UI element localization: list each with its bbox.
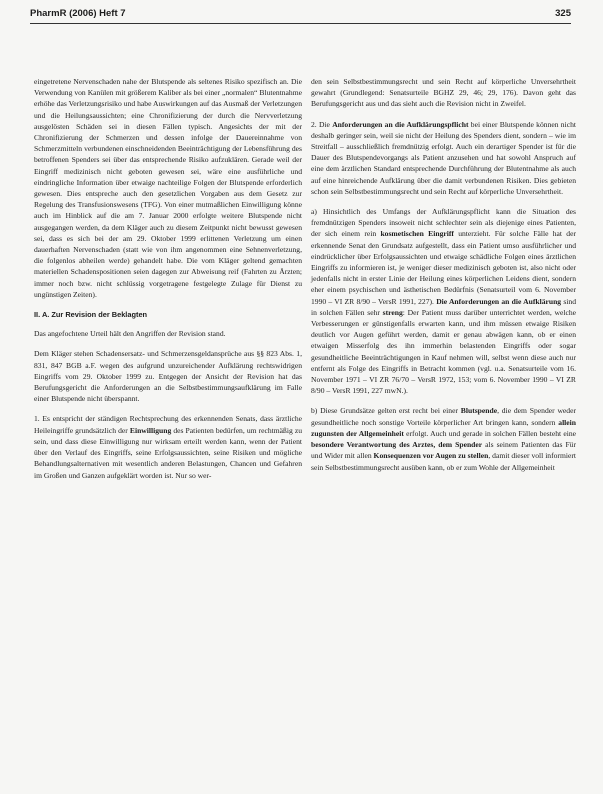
text-run: , die dem Spender weder gesundheitliche noch sonstige Vorteile körperlicher Art bringen kann, sondern: [311, 406, 577, 427]
emphasis: kosmetischen Eingriff: [380, 229, 454, 239]
text-run: 2. Die: [311, 119, 333, 129]
text-run: sind in solchen Fällen sehr: [311, 296, 576, 317]
emphasis: Blutspende: [460, 406, 498, 416]
emphasis: allein zugunsten der Allgemeinheit: [311, 417, 576, 438]
emphasis: Die Anforderungen an die Aufklärung: [436, 296, 562, 306]
text-run: a) Hinsichtlich des Umfangs der Aufklärungspflicht kann die Situation des fremdnützigen Spenders insoweit nicht schlechter sein als diejenige eines Patienten, der sich einem rein: [311, 207, 576, 239]
paragraph: Das angefochtene Urteil hält den Angriffen der Revision stand.: [34, 329, 226, 339]
paragraph: eingetretene Nervenschaden nahe der Blutspende als seltenes Risiko spezifisch an. Die Verwendung von Kanülen mit größerem Kaliber als bei einer „normalen“ Blutentnahme erhöhe das Verletzungsrisiko und habe Auswirkungen auf das Ausmaß der Verletzungen und die Heilungsaussichten; eine Chronifizierung der durch die Nervverletzung ausgelösten Schäden sei in diesen Fällen typisch. Angesichts der mit der Chronifizierung der Schmerzen und dessen infolge der Dauereinnahme von Schmerzmitteln verbundenen einschneidenden Beeinträchtigung der Lebensführung des betroffenen Spenders sei über das entsprechende Risiko aufzuklären. Gerade weil der Eingriff medizinisch nicht geboten gewesen sei, wäre eine ausführliche und eindringliche Information über etwaige nachteilige Folgen der Blutspende erforderlich gewesen. Dies entspreche auch den gesetzlichen Vorgaben aus dem Gesetz zur Regelung des Transfusionswesens (TFG). Von einer mutmaßlichen Einwilligung könne auch im Hinblick auf die am 7. Januar 2000 erfolgte weitere Blutspende nicht ausgegangen werden, da dem Kläger auch zu diesem Zeitpunkt nicht bewusst gewesen sei, dass es sich bei der am 29. Oktober 1999 erlittenen Verletzung um einen dauerhaften Nervenschaden (statt wie von ihm angenommen eine Sehnenverletzung, die folgenlos abheilen werde) gehandelt habe. Die vom Kläger geltend gemachten materiellen Schadenspositionen seien dagegen zur Abweisung reif (Fahrten zu Ärzten; immer noch bzw. nicht schlüssig vorgetragene festgelegte Zulage für Dienst zu ungünstigen Zeiten).: [34, 77, 302, 299]
text-run: , damit dieser voll informiert sein Selbstbestimmungsrecht ausüben kann, ob er zum Wohle der Allgemeinheit: [311, 451, 576, 472]
emphasis: Anforderungen an die Aufklärungspflicht: [332, 119, 469, 129]
paragraph: [311, 206, 576, 396]
page-header: [30, 6, 571, 22]
emphasis: Einwilligung: [129, 425, 172, 435]
journal-title: PharmR (2006) Heft 7: [30, 8, 126, 19]
text-run: : Der Patient muss darüber unterrichtet werden, welche Verbesserungen er günstigenfalls erwarten kann, und ihm müssen etwaige Risiken deutlich vor Augen geführt werden, damit er genau abwägen kann, ob er einen etwaigen Misserfolg des ihn immerhin belastenden Eingriffs oder sogar gesundheitliche Beeinträchtigungen in Kauf nehmen will, selbst wenn diese auch nur entfernt als Folge des Eingriffs in Betracht kommen (vgl. u.a. Senatsurteile vom 16. November 1971 – VI ZR 76/70 – VersR 1972, 153; vom 6. November 1990 – VI ZR 8/90 – VersR 1991, 227 mwN.).: [311, 307, 576, 396]
emphasis: streng: [382, 307, 403, 317]
emphasis: besondere Verantwortung des Arztes, dem Spender: [311, 440, 483, 450]
text-run: als seinem Patienten das Für und Wider mit allen: [311, 440, 576, 461]
paragraph: Dem Kläger stehen Schadensersatz- und Schmerzensgeldansprüche aus §§ 823 Abs. 1, 831, 847 BGB a.F. wegen des aufgrund unzureichender Aufklärung rechtswidrigen Eingriffs vom 29. Oktober 1999 zu. Entgegen der Ansicht der Revision hat das Berufungsgericht die Anforderungen an die Selbstbestimmungsaufklärung im Falle einer Blutspende nicht überspannt.: [34, 349, 302, 404]
section-heading: II. A. Zur Revision der Beklagten: [34, 310, 148, 320]
text-run: erfolgt. Auch und gerade in solchen Fällen besteht eine: [403, 428, 576, 438]
header-rule: [30, 23, 571, 24]
text-run: 1. Es entspricht der ständigen Rechtsprechung des erkennenden Senats, dass ärztliche Heileingriffe grundsätzlich der: [34, 414, 302, 435]
left-column: [34, 76, 302, 490]
text-run: des Patienten bedürfen, um rechtmäßig zu sein, und dass diese Einwilligung nur wirksam erteilt werden kann, wenn der Patient über den Verlauf des Eingriffs, seine Erfolgsaussichten, seine Risiken und mögliche Behandlungsalternativen mit wesentlich anderen Belastungen, Chancen und Gefahren im Großen und Ganzen aufgeklärt worden ist. Nur so wer-: [34, 425, 302, 480]
emphasis: Konsequenzen vor Augen zu stellen: [373, 451, 489, 461]
page-number: 325: [555, 8, 571, 19]
text-run: bei einer Blutspende können nicht deshalb geringer sein, weil sie nicht der Heilung des Spenders dient, sondern – wie im Streitfall – ausschließlich fremdnützig erfolgt. Auch ein derartiger Spender ist für die Dauer des Blutspendevorgangs als Patient anzusehen und hat sowohl Anspruch auf eine dem ärztlichen Standard entsprechende Durchführung der Blutentnahme als auch auf eine hinreichende Aufklärung über die damit verbundenen Risiken. Dies gebieten schon sein Selbstbestimmungsrecht und sein Recht auf körperliche Unversehrtheit.: [311, 119, 576, 196]
right-column: [311, 76, 576, 482]
text-run: unterzieht. Für solche Fälle hat der erkennende Senat den Grundsatz aufgestellt, dass ein Patient umso ausführlicher und eindrücklicher über Erfolgsaussichten und etwaige schädliche Folgen eines ärztlichen Eingriffs zu informieren ist, je weniger dieser medizinisch geboten ist, also nicht oder jedenfalls nicht in erster Linie der Heilung eines körperlichen Leidens dient, sondern eher einem psychischen und ästhetischen Bedürfnis (Senatsurteil vom 6. November 1990 – VI ZR 8/90 – VersR 1991, 227).: [311, 229, 576, 306]
paragraph: [311, 405, 576, 472]
paragraph: [34, 413, 302, 480]
paragraph: [311, 119, 576, 197]
paragraph: den sein Selbstbestimmungsrecht und sein Recht auf körperliche Unversehrtheit gewahrt (Grundlegend: Senatsurteile BGHZ 29, 46; 29, 176). Davon geht das Berufungsgericht aus und das sieht auch die Revision nicht in Zweifel.: [311, 77, 576, 109]
text-run: b) Diese Grundsätze gelten erst recht bei einer: [311, 406, 461, 416]
